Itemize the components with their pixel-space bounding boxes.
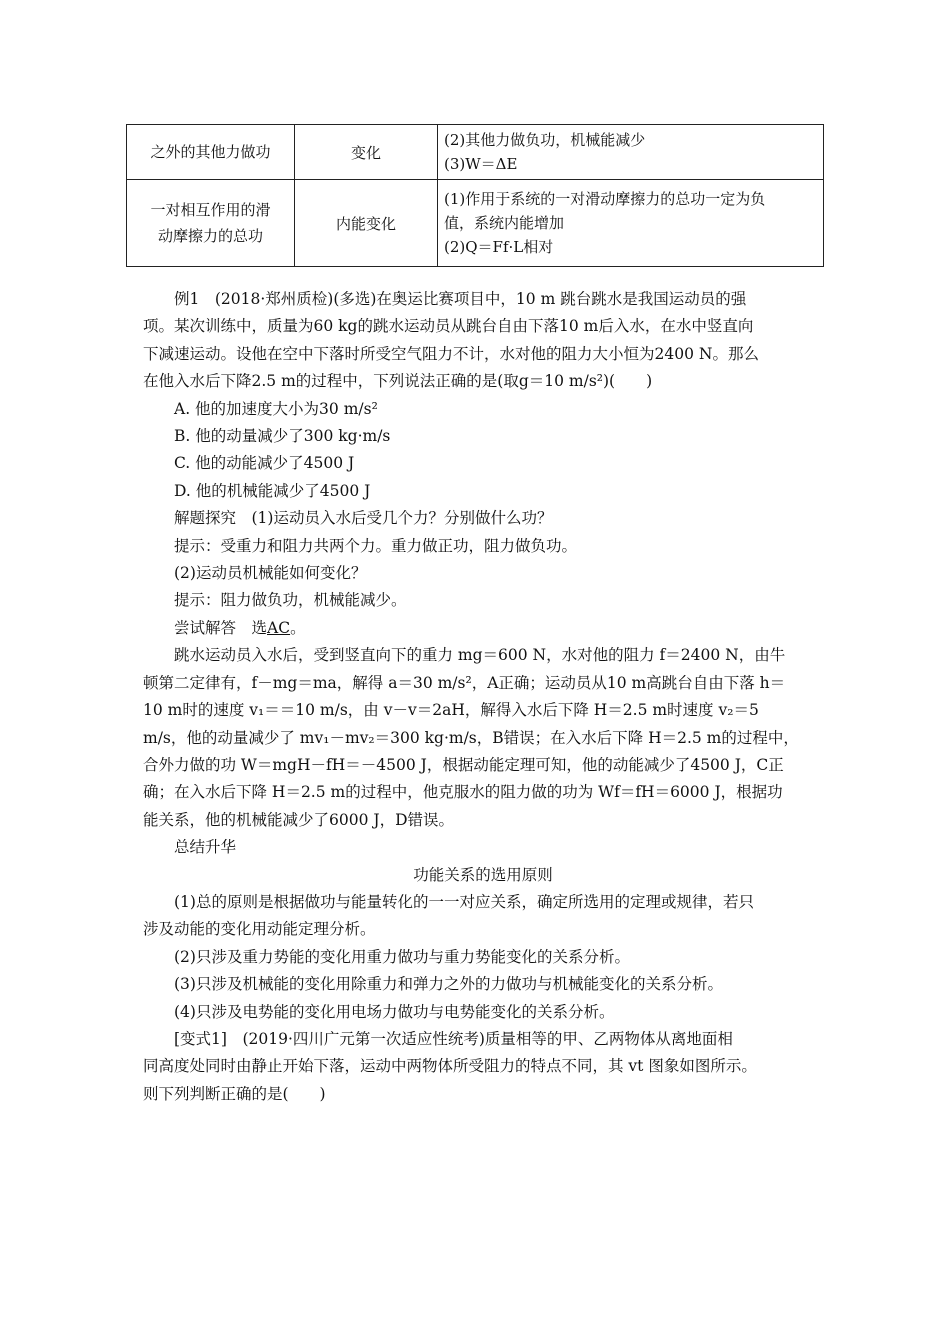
- summary-label: 总结升华: [174, 838, 237, 857]
- relation-line: (2)其他力做负功，机械能减少: [444, 131, 646, 149]
- table-row: [127, 180, 824, 267]
- cell-line: 一对相互作用的滑: [150, 201, 271, 219]
- table-cell-force: 之外的其他力做功: [127, 125, 295, 180]
- relation-line: (2)Q＝Ff·L相对: [444, 238, 554, 256]
- table-cell-force: [127, 180, 295, 267]
- option-a: A. 他的加速度大小为30 m/s²: [174, 399, 378, 418]
- answer-choice: AC: [267, 618, 291, 637]
- table-cell-change: 变化: [295, 125, 438, 180]
- explore-hint-2: 提示：阻力做负功，机械能减少。: [174, 591, 407, 610]
- example-question: 下减速运动。设他在空中下落时所受空气阻力不计，水对他的阻力大小恒为2400 N。那么: [143, 344, 759, 363]
- table-cell-relation: [438, 125, 824, 180]
- option-b: B. 他的动量减少了300 kg·m/s: [174, 427, 391, 446]
- summary-point: (2)只涉及重力势能的变化用重力做功与重力势能变化的关系分析。: [174, 947, 630, 966]
- example-question: 在他入水后下降2.5 m的过程中，下列说法正确的是(取g＝10 m/s²)( ): [143, 372, 653, 391]
- solution-line: 能关系，他的机械能减少了6000 J，D错误。: [143, 810, 455, 829]
- variant-question: 同高度处同时由静止开始下落，运动中两物体所受阻力的特点不同，其 vt 图象如图所示。: [143, 1057, 757, 1076]
- answer-line: [143, 615, 823, 642]
- explore-question-1: 解题探究 (1)运动员入水后受几个力？分别做什么功？: [174, 509, 553, 528]
- function-energy-table: [126, 124, 824, 267]
- relation-line: (3)W＝ΔE: [444, 155, 518, 173]
- variant-question: [变式1] (2019·四川广元第一次适应性统考)质量相等的甲、乙两物体从离地面相: [174, 1029, 733, 1048]
- solution-line: 合外力做的功 W＝mgH－fH＝－4500 J，根据动能定理可知，他的动能减少了4500 J，C正: [143, 755, 784, 774]
- table-cell-change: 内能变化: [295, 180, 438, 267]
- cell-line: 动摩擦力的总功: [157, 227, 263, 245]
- solution-line: 跳水运动员入水后，受到竖直向下的重力 mg＝600 N，水对他的阻力 f＝2400 N，由牛: [174, 646, 786, 665]
- summary-title: 功能关系的选用原则: [413, 865, 553, 884]
- relation-line: (1)作用于系统的一对滑动摩擦力的总功一定为负: [444, 190, 766, 208]
- solution-line: 10 m时的速度 v₁＝＝10 m/s，由 v－v＝2aH，解得入水后下降 H＝2.5 m时速度 v₂＝5: [143, 701, 759, 720]
- summary-point: (4)只涉及电势能的变化用电场力做功与电势能变化的关系分析。: [174, 1002, 615, 1021]
- table-row: [127, 125, 824, 180]
- solution-line: m/s，他的动量减少了 mv₁－mv₂＝300 kg·m/s，B错误；在入水后下降 H＝2.5 m的过程中，: [143, 728, 799, 747]
- answer-prefix: 尝试解答 选: [174, 618, 268, 637]
- variant-question: 则下列判断正确的是( ): [143, 1084, 326, 1103]
- option-c: C. 他的动能减少了4500 J: [174, 454, 355, 473]
- answer-suffix: 。: [290, 618, 306, 637]
- solution-line: 顿第二定律有，f－mg＝ma，解得 a＝30 m/s²，A正确；运动员从10 m高跳台自由下落 h＝: [143, 673, 786, 692]
- solution-line: 确；在入水后下降 H＝2.5 m的过程中，他克服水的阻力做的功为 Wf＝fH＝6000 J，根据功: [143, 783, 783, 802]
- relation-line: 值，系统内能增加: [444, 214, 565, 232]
- example-question: 例1 (2018·郑州质检)(多选)在奥运比赛项目中，10 m 跳台跳水是我国运动员的强: [174, 290, 747, 308]
- explore-hint-1: 提示：受重力和阻力共两个力。重力做正功，阻力做负功。: [174, 536, 578, 555]
- example-question: 项。某次训练中，质量为60 kg的跳水运动员从跳台自由下落10 m后入水，在水中竖直向: [143, 317, 754, 336]
- summary-point: (1)总的原则是根据做功与能量转化的一一对应关系，确定所选用的定理或规律，若只: [174, 892, 754, 911]
- option-d: D. 他的机械能减少了4500 J: [174, 481, 371, 500]
- explore-question-2: (2)运动员机械能如何变化？: [174, 564, 367, 583]
- table-cell-relation: [438, 180, 824, 267]
- main-content: [143, 286, 823, 1108]
- summary-point: (3)只涉及机械能的变化用除重力和弹力之外的力做功与机械能变化的关系分析。: [174, 975, 723, 994]
- summary-point: 涉及动能的变化用动能定理分析。: [143, 920, 376, 939]
